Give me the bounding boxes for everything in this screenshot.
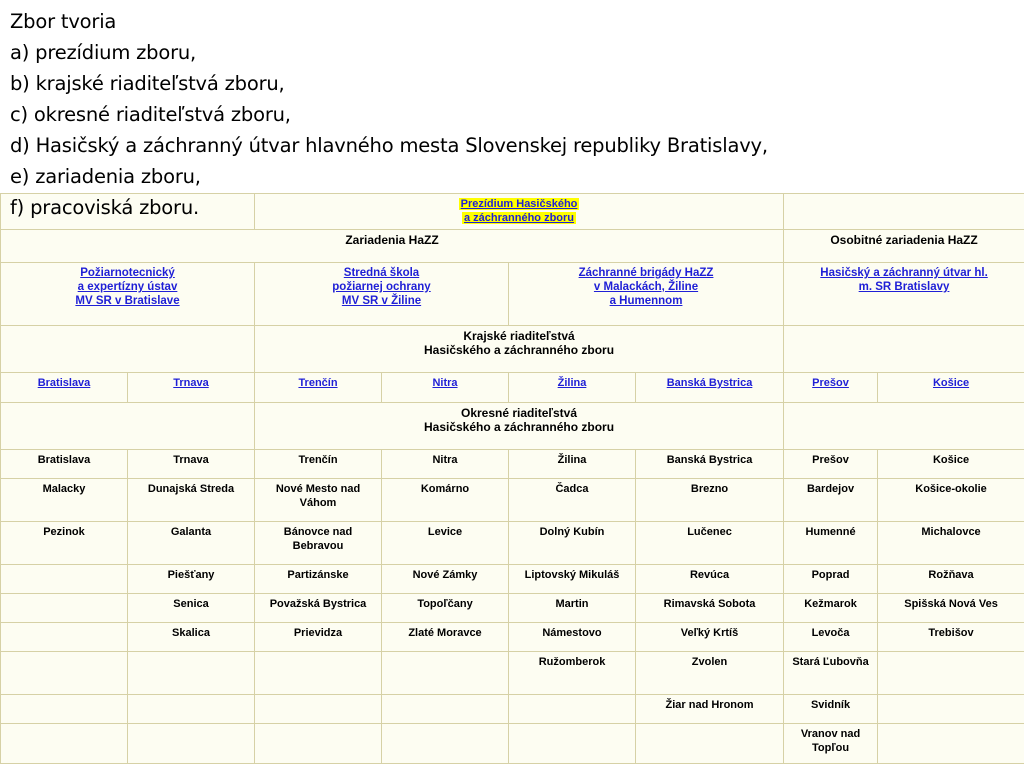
cell-empty [784, 194, 1024, 230]
district-cell: Bánovce nad Bebravou [255, 522, 382, 565]
region-cell [878, 373, 1024, 403]
district-cell: Košice-okolie [878, 479, 1024, 522]
district-cell [128, 724, 255, 764]
region-link-nitra[interactable]: Nitra [432, 377, 458, 389]
district-cell: Nitra [382, 450, 509, 479]
district-cell: Malacky [1, 479, 128, 522]
district-cell: Stará Ľubovňa [784, 652, 878, 695]
district-cell: Rožňava [878, 565, 1024, 594]
okresne-heading-line-1: Okresné riaditeľstvá [461, 406, 578, 420]
district-cell [1, 594, 128, 623]
district-cell [128, 695, 255, 724]
region-cell [382, 373, 509, 403]
region-link-trnava[interactable]: Trnava [173, 377, 209, 389]
unit-ustav-link-3[interactable]: MV SR v Bratislave [75, 295, 180, 307]
district-cell: Čadca [509, 479, 636, 522]
krajske-heading-line-2: Hasičského a záchranného zboru [423, 343, 615, 357]
intro-text [10, 6, 768, 223]
district-cell: Humenné [784, 522, 878, 565]
district-cell: Kežmarok [784, 594, 878, 623]
region-cell [636, 373, 784, 403]
region-cell [509, 373, 636, 403]
district-cell: Liptovský Mikuláš [509, 565, 636, 594]
unit-skola-link-1[interactable]: Stredná škola [343, 267, 420, 279]
district-cell: Dunajská Streda [128, 479, 255, 522]
unit-brigady-link-2[interactable]: v Malackách, Žiline [593, 281, 699, 293]
district-cell: Považská Bystrica [255, 594, 382, 623]
row-okresne [1, 403, 1024, 450]
row-krajske [1, 326, 1024, 373]
zariadenia-heading: Zariadenia HaZZ [1, 230, 784, 263]
district-row [1, 652, 1024, 695]
row-zariadenia [1, 230, 1024, 263]
district-cell: Bratislava [1, 450, 128, 479]
district-cell [1, 652, 128, 695]
district-cell: Nové Mesto nad Váhom [255, 479, 382, 522]
unit-brigady-link-1[interactable]: Záchranné brigády HaZZ [578, 267, 714, 279]
unit-brigady-link-3[interactable]: a Humennom [609, 295, 683, 307]
unit-cell [255, 263, 509, 326]
row-units [1, 263, 1024, 326]
intro-item-b: b) krajské riaditeľstvá zboru, [10, 72, 285, 95]
district-row [1, 479, 1024, 522]
district-cell: Spišská Nová Ves [878, 594, 1024, 623]
district-cell [382, 724, 509, 764]
region-cell [1, 373, 128, 403]
okresne-heading-line-2: Hasičského a záchranného zboru [423, 420, 615, 434]
district-cell: Zvolen [636, 652, 784, 695]
district-cell: Rimavská Sobota [636, 594, 784, 623]
district-cell: Námestovo [509, 623, 636, 652]
cell-empty [1, 403, 255, 450]
district-cell [255, 724, 382, 764]
district-row [1, 724, 1024, 764]
district-cell: Ružomberok [509, 652, 636, 695]
district-cell: Levoča [784, 623, 878, 652]
org-chart-table [0, 193, 1024, 764]
intro-title: Zbor tvoria [10, 10, 117, 33]
okresne-heading [255, 403, 784, 450]
district-cell [1, 695, 128, 724]
intro-item-f: f) pracoviská zboru. [10, 196, 200, 219]
krajske-heading-line-1: Krajské riaditeľstvá [463, 329, 575, 343]
region-cell [784, 373, 878, 403]
district-cell: Vranov nad Topľou [784, 724, 878, 764]
district-cell [878, 695, 1024, 724]
unit-hazu-link-1[interactable]: Hasičský a záchranný útvar hl. [820, 267, 988, 279]
unit-ustav-link-2[interactable]: a expertízny ústav [77, 281, 178, 293]
cell-empty [1, 326, 255, 373]
district-cell: Trebišov [878, 623, 1024, 652]
district-cell [878, 652, 1024, 695]
region-cell [255, 373, 382, 403]
district-cell [509, 724, 636, 764]
intro-item-d: d) Hasičský a záchranný útvar hlavného mesta Slovenskej republiky Bratislavy, [10, 134, 768, 157]
district-cell: Galanta [128, 522, 255, 565]
district-cell [382, 652, 509, 695]
district-cell: Žilina [509, 450, 636, 479]
unit-cell [509, 263, 784, 326]
district-cell [1, 724, 128, 764]
cell-empty [784, 326, 1024, 373]
district-cell [1, 623, 128, 652]
district-cell: Nové Zámky [382, 565, 509, 594]
region-link-bratislava[interactable]: Bratislava [37, 377, 91, 389]
unit-skola-link-3[interactable]: MV SR v Žiline [341, 295, 422, 307]
district-cell: Senica [128, 594, 255, 623]
district-cell: Svidník [784, 695, 878, 724]
district-cell: Martin [509, 594, 636, 623]
district-cell [509, 695, 636, 724]
district-cell: Prešov [784, 450, 878, 479]
district-cell [255, 652, 382, 695]
unit-ustav-link-1[interactable]: Požiarnotecnický [80, 267, 175, 279]
district-cell: Skalica [128, 623, 255, 652]
district-cell: Trnava [128, 450, 255, 479]
district-cell: Dolný Kubín [509, 522, 636, 565]
district-cell [128, 652, 255, 695]
district-cell: Poprad [784, 565, 878, 594]
district-row [1, 565, 1024, 594]
district-cell: Zlaté Moravce [382, 623, 509, 652]
intro-item-e: e) zariadenia zboru, [10, 165, 201, 188]
district-cell [636, 724, 784, 764]
region-link-trencin[interactable]: Trenčín [298, 377, 338, 389]
unit-cell [1, 263, 255, 326]
region-link-banska-bystrica[interactable]: Banská Bystrica [666, 377, 753, 389]
district-cell: Žiar nad Hronom [636, 695, 784, 724]
region-link-presov[interactable]: Prešov [812, 377, 849, 389]
district-cell: Veľký Krtíš [636, 623, 784, 652]
unit-skola-link-2[interactable]: požiarnej ochrany [332, 281, 431, 293]
district-row [1, 450, 1024, 479]
district-cell [255, 695, 382, 724]
district-cell: Trenčín [255, 450, 382, 479]
prezidium-link-1[interactable]: Prezídium Hasičského [460, 198, 578, 210]
cell-empty [784, 403, 1024, 450]
district-row [1, 623, 1024, 652]
district-cell: Pezinok [1, 522, 128, 565]
district-cell: Komárno [382, 479, 509, 522]
intro-item-c: c) okresné riaditeľstvá zboru, [10, 103, 291, 126]
unit-hazu-link-2[interactable]: m. SR Bratislavy [858, 281, 950, 293]
region-cell [128, 373, 255, 403]
district-cell: Lučenec [636, 522, 784, 565]
district-row [1, 695, 1024, 724]
district-cell: Piešťany [128, 565, 255, 594]
krajske-heading [255, 326, 784, 373]
district-cell: Partizánske [255, 565, 382, 594]
district-row [1, 522, 1024, 565]
district-cell: Michalovce [878, 522, 1024, 565]
district-cell [382, 695, 509, 724]
unit-cell [784, 263, 1024, 326]
district-cell: Brezno [636, 479, 784, 522]
district-cell: Bardejov [784, 479, 878, 522]
district-cell: Banská Bystrica [636, 450, 784, 479]
district-cell [1, 565, 128, 594]
prezidium-link-2[interactable]: a záchranného zboru [464, 212, 575, 224]
district-cell: Topoľčany [382, 594, 509, 623]
osobitne-heading: Osobitné zariadenia HaZZ [784, 230, 1024, 263]
district-cell [878, 724, 1024, 764]
intro-item-a: a) prezídium zboru, [10, 41, 197, 64]
region-link-zilina[interactable]: Žilina [557, 377, 587, 389]
district-cell: Prievidza [255, 623, 382, 652]
region-link-kosice[interactable]: Košice [932, 377, 970, 389]
row-regions [1, 373, 1024, 403]
district-cell: Levice [382, 522, 509, 565]
district-row [1, 594, 1024, 623]
district-cell: Košice [878, 450, 1024, 479]
district-cell: Revúca [636, 565, 784, 594]
